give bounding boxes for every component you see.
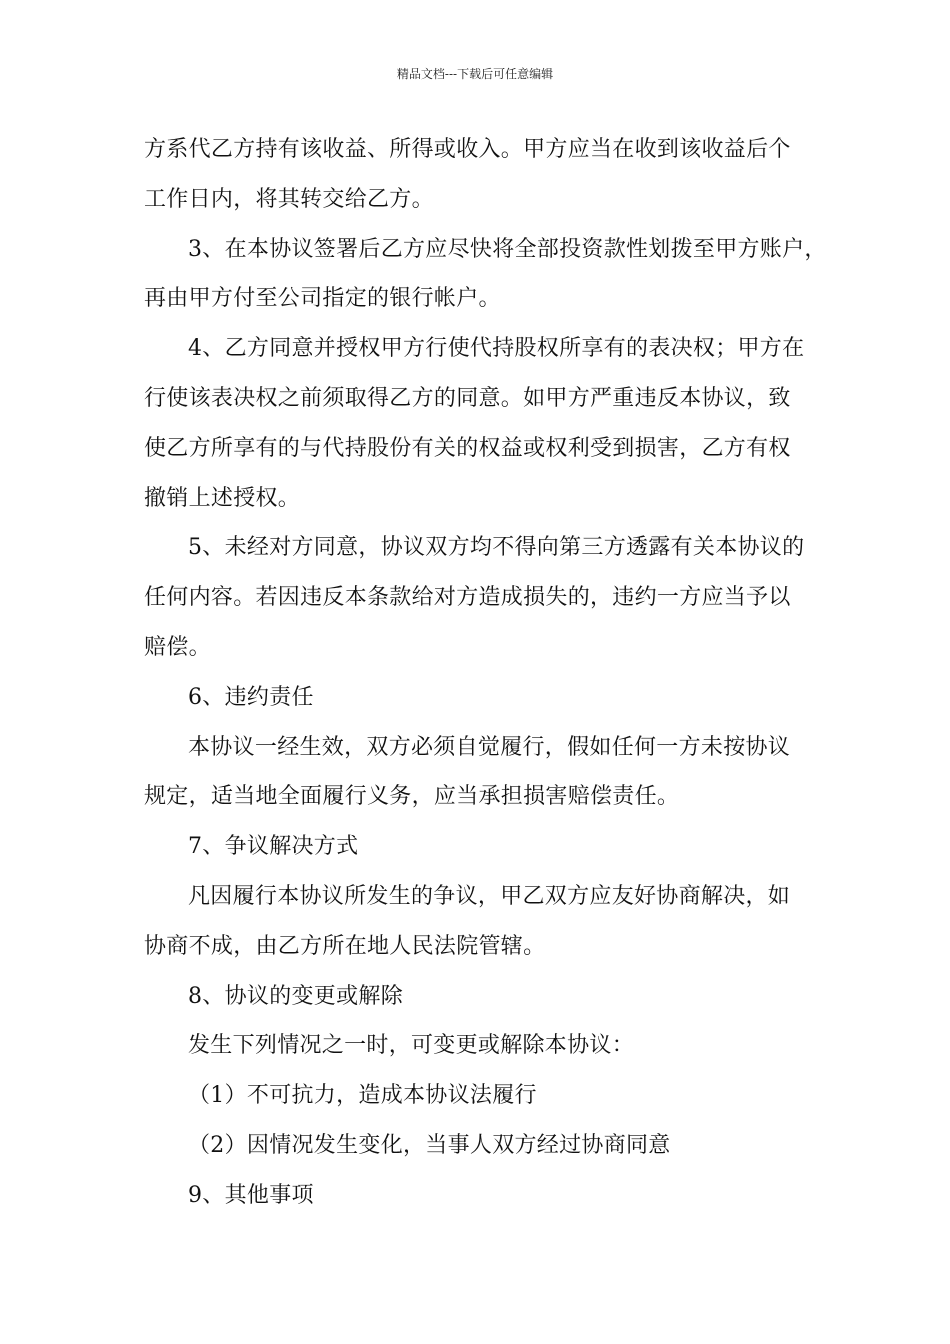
clause-3: 3、在本协议签署后乙方应尽快将全部投资款性划拨至甲方账户， — [188, 236, 827, 262]
text-line: 工作日内，将其转交给乙方。 — [144, 186, 434, 212]
paragraph-start: 本协议一经生效，双方必须自觉履行，假如任何一方未按协议 — [188, 734, 791, 760]
text-line: 行使该表决权之前须取得乙方的同意。如甲方严重违反本协议，致 — [144, 385, 791, 411]
document-body — [144, 125, 827, 1221]
list-item: （2）因情况发生变化，当事人双方经过协商同意 — [188, 1132, 671, 1158]
clause-4: 4、乙方同意并授权甲方行使代持股权所享有的表决权；甲方在 — [188, 336, 805, 362]
section-heading-8: 8、协议的变更或解除 — [188, 983, 403, 1009]
paragraph-start: 发生下列情况之一时，可变更或解除本协议： — [188, 1033, 635, 1059]
text-line: 规定，适当地全面履行义务，应当承担损害赔偿责任。 — [144, 784, 680, 810]
list-item: （1）不可抗力，造成本协议法履行 — [188, 1083, 537, 1109]
section-heading-6: 6、违约责任 — [188, 684, 314, 710]
text-line: 赔偿。 — [144, 634, 211, 660]
section-heading-7: 7、争议解决方式 — [188, 834, 359, 860]
text-line: 方系代乙方持有该收益、所得或收入。甲方应当在收到该收益后个 — [144, 137, 791, 162]
paragraph-start: 凡因履行本协议所发生的争议，甲乙双方应友好协商解决，如 — [188, 883, 791, 909]
text-line: 使乙方所享有的与代持股份有关的权益或权利受到损害，乙方有权 — [144, 435, 791, 461]
clause-5: 5、未经对方同意，协议双方均不得向第三方透露有关本协议的 — [188, 535, 805, 561]
page-header: 精品文档---下载后可任意编辑 — [396, 67, 554, 81]
text-line: 协商不成，由乙方所在地人民法院管辖。 — [144, 933, 546, 959]
text-line: 撤销上述授权。 — [144, 485, 301, 511]
text-line: 任何内容。若因违反本条款给对方造成损失的，违约一方应当予以 — [144, 585, 791, 611]
section-heading-9: 9、其他事项 — [188, 1182, 314, 1208]
text-line: 再由甲方付至公司指定的银行帐户。 — [144, 286, 501, 312]
